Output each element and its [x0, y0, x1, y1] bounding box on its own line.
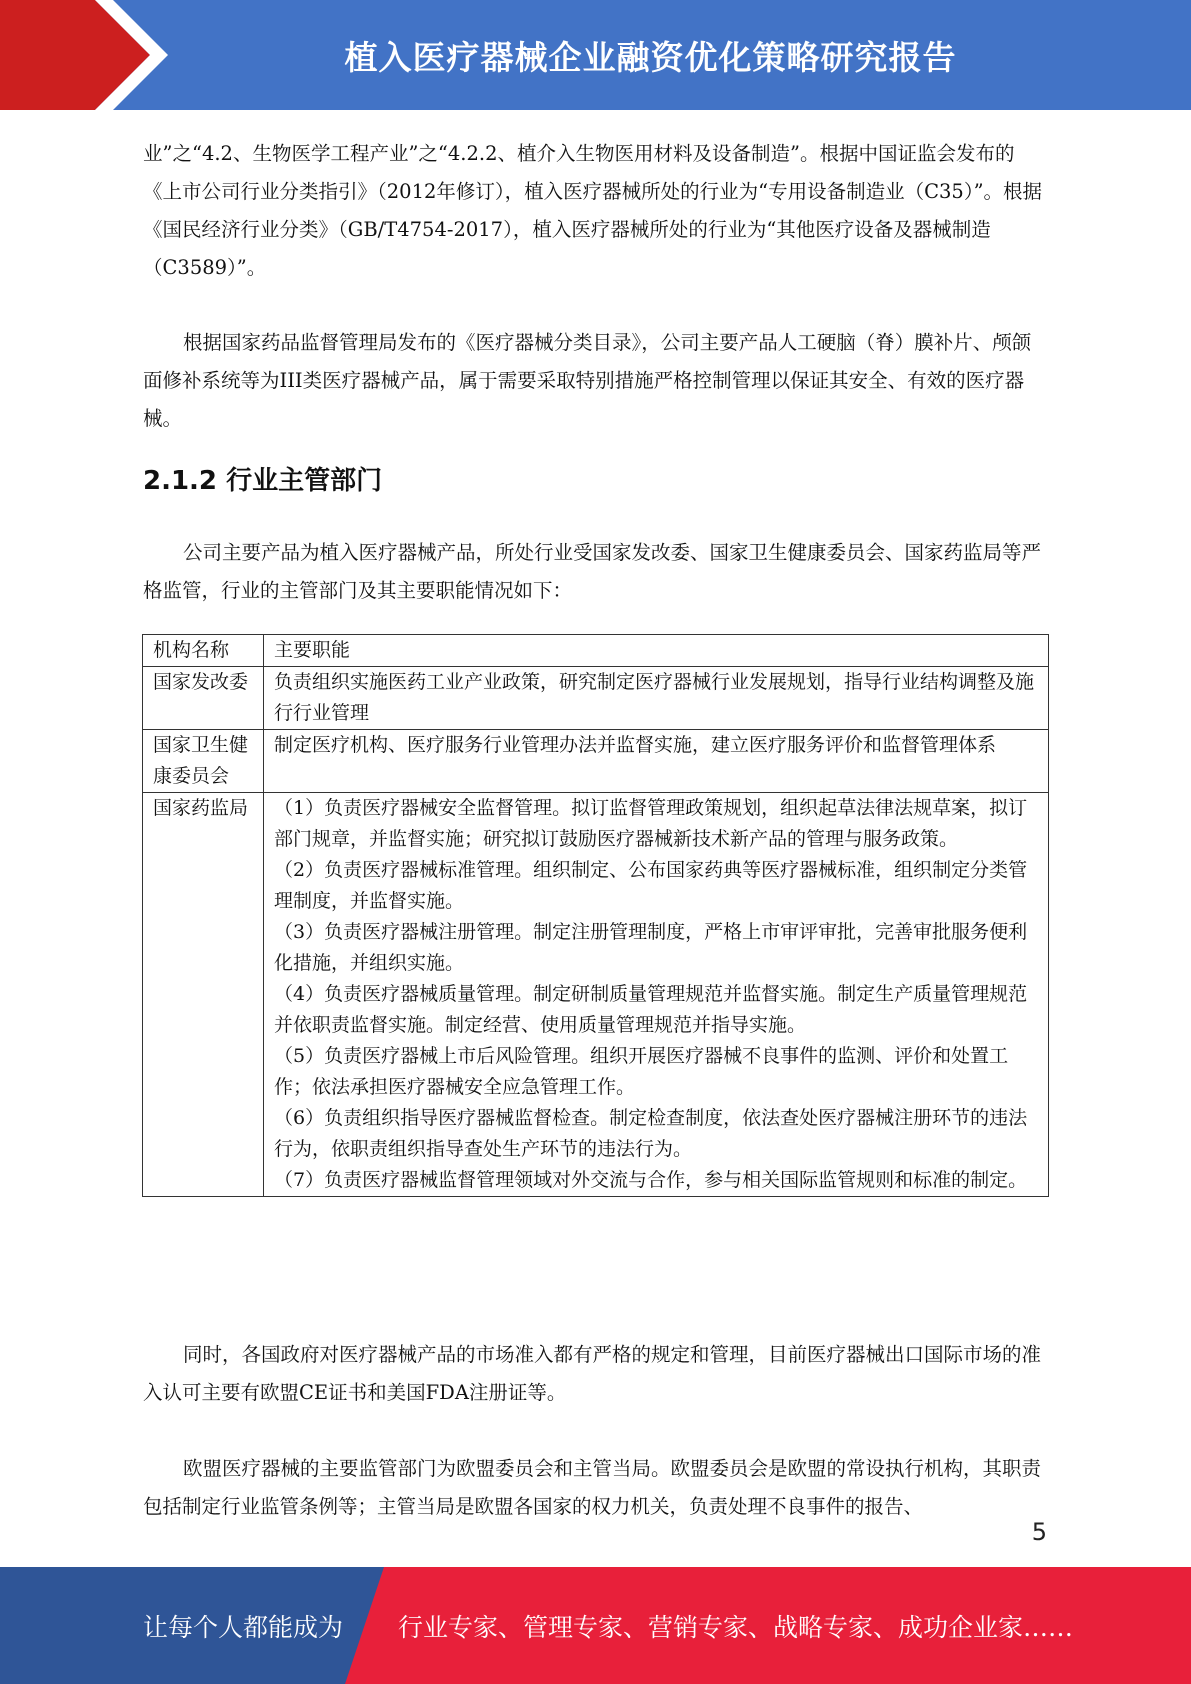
bottom-paragraphs: [143, 1336, 1049, 1526]
table-header-row: [143, 635, 1049, 667]
section-heading: 2.1.2 行业主管部门: [143, 466, 383, 496]
duties-cell: [264, 667, 1049, 730]
paragraph-eu-regulation: 欧盟医疗器械的主要监管部门为欧盟委员会和主管当局。欧盟委员会是欧盟的常设执行机构，其职责包括制定行业监管条例等；主管当局是欧盟各国家的权力机关，负责处理不良事件的报告、: [143, 1457, 1042, 1518]
report-title: 植入医疗器械企业融资优化策略研究报告: [344, 37, 957, 77]
page-footer: [0, 1567, 1191, 1684]
page-number: 5: [1031, 1518, 1047, 1546]
page-header: [0, 0, 1191, 110]
table-row: [143, 793, 1049, 1197]
footer-slogan-left: 让每个人都能成为: [143, 1612, 344, 1642]
header-org-name: 机构名称: [143, 635, 264, 667]
duties-cell: [264, 730, 1049, 793]
duty-item: （5）负责医疗器械上市后风险管理。组织开展医疗器械不良事件的监测、评价和处置工作；依法承担医疗器械安全应急管理工作。: [274, 1045, 1009, 1098]
duty-item: （7）负责医疗器械监督管理领域对外交流与合作，参与相关国际监管规则和标准的制定。: [274, 1169, 1028, 1191]
duty-item: （6）负责组织指导医疗器械监督检查。制定检查制度，依法查处医疗器械注册环节的违法行为，依职责组织指导查处生产环节的违法行为。: [274, 1107, 1028, 1160]
duty-item: 负责组织实施医药工业产业政策，研究制定医疗器械行业发展规划，指导行业结构调整及施行行业管理: [274, 671, 1035, 724]
intro-block: [143, 534, 1049, 610]
duty-item: （2）负责医疗器械标准管理。组织制定、公布国家药典等医疗器械标准，组织制定分类管理制度，并监督实施。: [274, 859, 1028, 912]
footer-slogan-right: 行业专家、管理专家、营销专家、战略专家、成功企业家……: [398, 1612, 1074, 1642]
paragraph-product-class: 根据国家药品监督管理局发布的《医疗器械分类目录》，公司主要产品人工硬脑（脊）膜补片、颅颌面修补系统等为III类医疗器械产品，属于需要采取特别措施严格控制管理以保证其安全、有效的医疗器械。: [143, 331, 1032, 430]
regulators-table: [142, 634, 1049, 1197]
paragraph-market-access: 同时，各国政府对医疗器械产品的市场准入都有严格的规定和管理，目前医疗器械出口国际市场的准入认可主要有欧盟CE证书和美国FDA注册证等。: [143, 1343, 1042, 1404]
table-row: [143, 730, 1049, 793]
org-name-cell: 国家卫生健康委员会: [143, 730, 264, 793]
duty-item: （4）负责医疗器械质量管理。制定研制质量管理规范并监督实施。制定生产质量管理规范并依职责监督实施。制定经营、使用质量管理规范并指导实施。: [274, 983, 1028, 1036]
duties-cell: [264, 793, 1049, 1197]
paragraph-intro: 公司主要产品为植入医疗器械产品，所处行业受国家发改委、国家卫生健康委员会、国家药监局等严格监管，行业的主管部门及其主要职能情况如下：: [143, 541, 1042, 602]
duty-item: 制定医疗机构、医疗服务行业管理办法并监督实施，建立医疗服务评价和监督管理体系: [274, 734, 997, 756]
header-main-duties: 主要职能: [264, 635, 1049, 667]
table-row: [143, 667, 1049, 730]
duty-item: （1）负责医疗器械安全监督管理。拟订监督管理政策规划，组织起草法律法规草案，拟订部门规章，并监督实施；研究拟订鼓励医疗器械新技术新产品的管理与服务政策。: [274, 797, 1028, 850]
duty-item: （3）负责医疗器械注册管理。制定注册管理制度，严格上市审评审批，完善审批服务便利化措施，并组织实施。: [274, 921, 1028, 974]
org-name-cell: 国家发改委: [143, 667, 264, 730]
top-paragraphs: [143, 135, 1049, 438]
org-name-cell: 国家药监局: [143, 793, 264, 1197]
paragraph-industry-classification: 业”之“4.2、生物医学工程产业”之“4.2.2、植介入生物医用材料及设备制造”。根据中国证监会发布的《上市公司行业分类指引》（2012年修订），植入医疗器械所处的行业为“专用设备制造业（C35）”。根据《国民经济行业分类》（GB/T4754-2017），植入医疗器械所处的行业为“其他医疗设备及器械制造（C3589）”。: [143, 142, 1043, 279]
